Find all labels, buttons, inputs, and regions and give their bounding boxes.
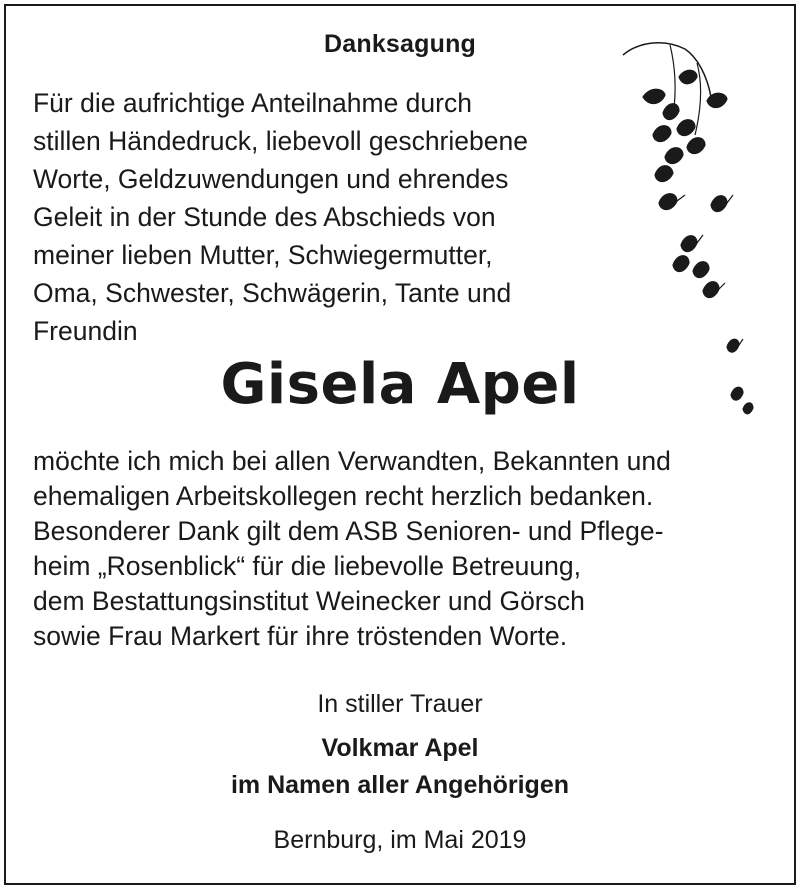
intro-line: Für die aufrichtige Anteilnahme durch bbox=[33, 88, 472, 118]
body-line: sowie Frau Markert für ihre tröstenden Worte. bbox=[33, 621, 568, 651]
signer-name: Volkmar Apel bbox=[321, 734, 479, 762]
body-line: möchte ich mich bei allen Verwandten, Bekannten und bbox=[33, 446, 671, 476]
intro-line: meiner lieben Mutter, Schwiegermutter, bbox=[33, 240, 493, 270]
intro-line: Worte, Geldzuwendungen und ehrendes bbox=[33, 164, 509, 194]
intro-line: Oma, Schwester, Schwägerin, Tante und bbox=[33, 278, 512, 308]
notice-heading: Danksagung bbox=[323, 30, 477, 58]
intro-text bbox=[33, 84, 633, 350]
thanks-text bbox=[33, 444, 783, 654]
body-line: dem Bestattungsinstitut Weinecker und Görsch bbox=[33, 586, 585, 616]
intro-line: stillen Händedruck, liebevoll geschriebene bbox=[33, 126, 528, 156]
place-date: Bernburg, im Mai 2019 bbox=[273, 826, 527, 854]
mourning-phrase: In stiller Trauer bbox=[317, 690, 483, 718]
body-line: ehemaligen Arbeitskollegen recht herzlich bedanken. bbox=[33, 481, 654, 511]
intro-line: Geleit in der Stunde des Abschieds von bbox=[33, 202, 496, 232]
body-line: heim „Rosenblick“ für die liebevolle Betreuung, bbox=[33, 551, 581, 581]
deceased-name: Gisela Apel bbox=[220, 352, 580, 417]
body-line: Besonderer Dank gilt dem ASB Senioren- und Pflege- bbox=[33, 516, 664, 546]
signer-note: im Namen aller Angehörigen bbox=[230, 771, 570, 799]
intro-line: Freundin bbox=[33, 316, 138, 346]
